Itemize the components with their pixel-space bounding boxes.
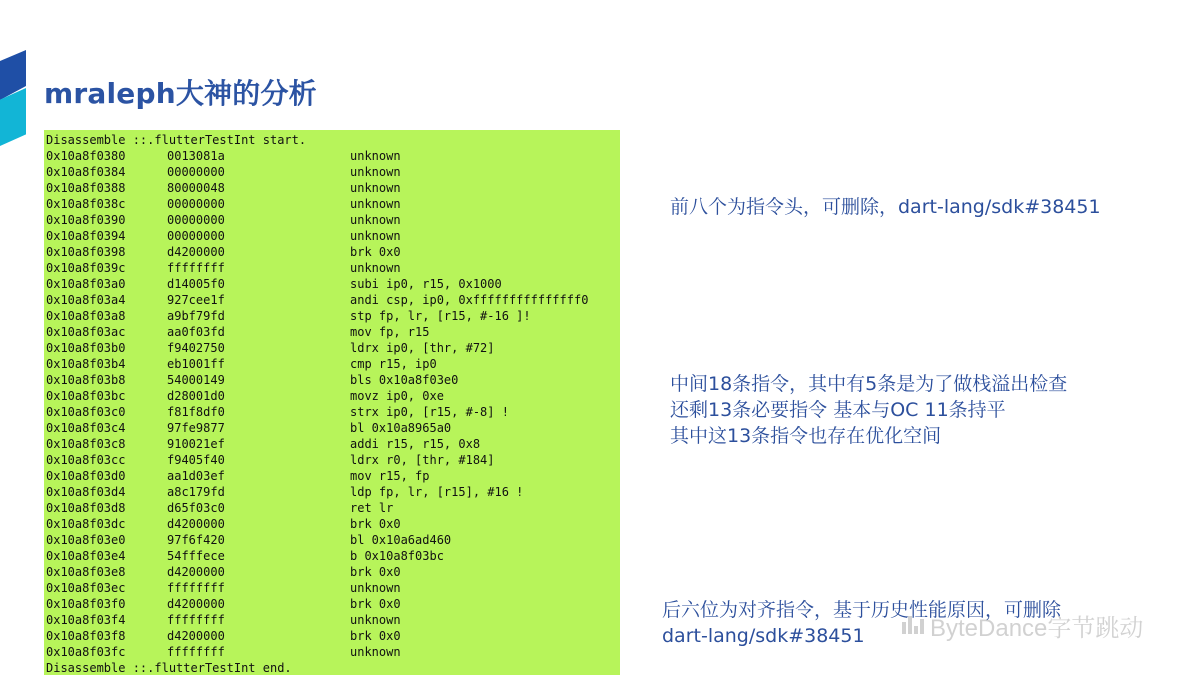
instruction-row <box>46 420 618 436</box>
instruction-hex: ffffffff <box>167 261 225 275</box>
instruction-hex: d28001d0 <box>167 389 225 403</box>
instruction-hex: ffffffff <box>167 613 225 627</box>
instruction-hex: f81f8df0 <box>167 405 225 419</box>
instruction-row <box>46 404 618 420</box>
instruction-row <box>46 356 618 372</box>
instruction-row <box>46 628 618 644</box>
instruction-row <box>46 612 618 628</box>
instruction-mnemonic: ldrx ip0, [thr, #72] <box>350 341 495 355</box>
instruction-row <box>46 372 618 388</box>
instruction-row <box>46 580 618 596</box>
instruction-hex: aa0f03fd <box>167 325 225 339</box>
instruction-row <box>46 148 618 164</box>
instruction-mnemonic: movz ip0, 0xe <box>350 389 444 403</box>
instruction-mnemonic: brk 0x0 <box>350 629 401 643</box>
instruction-address: 0x10a8f0398 <box>46 245 126 259</box>
instruction-hex: d65f03c0 <box>167 501 225 515</box>
instruction-address: 0x10a8f03c0 <box>46 405 126 419</box>
instruction-mnemonic: subi ip0, r15, 0x1000 <box>350 277 502 291</box>
instruction-mnemonic: brk 0x0 <box>350 597 401 611</box>
bytedance-logo-icon <box>902 616 924 634</box>
instruction-mnemonic: unknown <box>350 261 401 275</box>
instruction-hex: ffffffff <box>167 645 225 659</box>
instruction-hex: f9402750 <box>167 341 225 355</box>
instruction-mnemonic: bl 0x10a8965a0 <box>350 421 452 435</box>
instruction-hex: 910021ef <box>167 437 225 451</box>
instruction-mnemonic: brk 0x0 <box>350 565 401 579</box>
instruction-mnemonic: cmp r15, ip0 <box>350 357 437 371</box>
instruction-mnemonic: ldrx r0, [thr, #184] <box>350 453 495 467</box>
instruction-address: 0x10a8f03e0 <box>46 533 126 547</box>
instruction-row <box>46 180 618 196</box>
instruction-row <box>46 452 618 468</box>
instruction-mnemonic: addi r15, r15, 0x8 <box>350 437 481 451</box>
instruction-address: 0x10a8f0388 <box>46 181 126 195</box>
instruction-address: 0x10a8f0394 <box>46 229 126 243</box>
instruction-row <box>46 596 618 612</box>
instruction-hex: f9405f40 <box>167 453 225 467</box>
footer-text: Disassemble ::.flutterTestInt end. <box>46 661 292 675</box>
bytedance-watermark <box>902 610 1143 640</box>
note-line: 前八个为指令头，可删除，dart-lang/sdk#38451 <box>670 196 1101 218</box>
instruction-row <box>46 468 618 484</box>
instruction-row <box>46 548 618 564</box>
instruction-address: 0x10a8f03d8 <box>46 501 126 515</box>
instruction-address: 0x10a8f03bc <box>46 389 126 403</box>
note-line: 中间18条指令，其中有5条是为了做栈溢出检查 <box>670 373 1068 395</box>
slide-title: mraleph大神的分析 <box>44 77 317 110</box>
instruction-mnemonic: bl 0x10a6ad460 <box>350 533 452 547</box>
instruction-hex: d4200000 <box>167 629 225 643</box>
note-line: 还剩13条必要指令 基本与OC 11条持平 <box>670 399 1006 421</box>
instruction-hex: d4200000 <box>167 565 225 579</box>
instruction-mnemonic: unknown <box>350 645 401 659</box>
instruction-mnemonic: strx ip0, [r15, #-8] ! <box>350 405 509 419</box>
instruction-hex: ffffffff <box>167 581 225 595</box>
instruction-hex: 97fe9877 <box>167 421 225 435</box>
decorative-band <box>0 50 26 150</box>
instruction-address: 0x10a8f03f8 <box>46 629 126 643</box>
disassembly-footer <box>46 660 618 675</box>
instruction-row <box>46 388 618 404</box>
note-line: dart-lang/sdk#38451 <box>662 625 865 647</box>
instruction-hex: 00000000 <box>167 165 225 179</box>
instruction-row <box>46 308 618 324</box>
instruction-mnemonic: andi csp, ip0, 0xfffffffffffffff0 <box>350 293 589 307</box>
instruction-address: 0x10a8f0380 <box>46 149 126 163</box>
instruction-address: 0x10a8f03d4 <box>46 485 126 499</box>
instruction-mnemonic: ret lr <box>350 501 394 515</box>
instruction-hex: 54fffece <box>167 549 225 563</box>
instruction-hex: 00000000 <box>167 197 225 211</box>
watermark-text: ByteDance字节跳动 <box>930 614 1144 642</box>
instruction-mnemonic: b 0x10a8f03bc <box>350 549 444 563</box>
instruction-row <box>46 292 618 308</box>
instruction-address: 0x10a8f03b8 <box>46 373 126 387</box>
instruction-address: 0x10a8f03e8 <box>46 565 126 579</box>
instruction-address: 0x10a8f03fc <box>46 645 126 659</box>
instruction-address: 0x10a8f03cc <box>46 453 126 467</box>
instruction-row <box>46 228 618 244</box>
instruction-address: 0x10a8f03a8 <box>46 309 126 323</box>
instruction-address: 0x10a8f03ec <box>46 581 126 595</box>
instruction-address: 0x10a8f0390 <box>46 213 126 227</box>
instruction-hex: 00000000 <box>167 213 225 227</box>
instruction-address: 0x10a8f03b0 <box>46 341 126 355</box>
instruction-hex: a9bf79fd <box>167 309 225 323</box>
note-line: 后六位为对齐指令，基于历史性能原因，可删除 <box>662 599 1062 621</box>
instruction-mnemonic: mov fp, r15 <box>350 325 430 339</box>
instruction-hex: eb1001ff <box>167 357 225 371</box>
instruction-mnemonic: bls 0x10a8f03e0 <box>350 373 459 387</box>
disassembly-header <box>46 132 618 148</box>
instruction-hex: d4200000 <box>167 245 225 259</box>
note-line: 其中这13条指令也存在优化空间 <box>670 425 942 447</box>
instruction-hex: 80000048 <box>167 181 225 195</box>
instruction-hex: d4200000 <box>167 517 225 531</box>
instruction-address: 0x10a8f03dc <box>46 517 126 531</box>
instruction-address: 0x10a8f03f4 <box>46 613 126 627</box>
instruction-hex: 97f6f420 <box>167 533 225 547</box>
instruction-address: 0x10a8f03a0 <box>46 277 126 291</box>
instruction-address: 0x10a8f0384 <box>46 165 126 179</box>
instruction-mnemonic: unknown <box>350 613 401 627</box>
instruction-row <box>46 212 618 228</box>
instruction-mnemonic: unknown <box>350 181 401 195</box>
instruction-mnemonic: ldp fp, lr, [r15], #16 ! <box>350 485 524 499</box>
instruction-address: 0x10a8f03f0 <box>46 597 126 611</box>
instruction-row <box>46 532 618 548</box>
instruction-mnemonic: brk 0x0 <box>350 245 401 259</box>
instruction-row <box>46 260 618 276</box>
instruction-mnemonic: unknown <box>350 149 401 163</box>
instruction-hex: 54000149 <box>167 373 225 387</box>
instruction-address: 0x10a8f039c <box>46 261 126 275</box>
instruction-row <box>46 196 618 212</box>
instruction-address: 0x10a8f03c8 <box>46 437 126 451</box>
instruction-row <box>46 164 618 180</box>
instruction-row <box>46 516 618 532</box>
instruction-hex: d14005f0 <box>167 277 225 291</box>
note-header-instructions <box>670 194 1101 220</box>
instruction-mnemonic: stp fp, lr, [r15, #-16 ]! <box>350 309 531 323</box>
instruction-row <box>46 564 618 580</box>
header-text: Disassemble ::.flutterTestInt start. <box>46 133 307 147</box>
instruction-row <box>46 324 618 340</box>
disassembly-panel <box>44 130 620 675</box>
instruction-address: 0x10a8f03a4 <box>46 293 126 307</box>
instruction-mnemonic: unknown <box>350 581 401 595</box>
instruction-address: 0x10a8f03ac <box>46 325 126 339</box>
instruction-mnemonic: unknown <box>350 165 401 179</box>
instruction-mnemonic: unknown <box>350 213 401 227</box>
instruction-mnemonic: unknown <box>350 197 401 211</box>
note-middle-instructions <box>670 371 1067 449</box>
instruction-mnemonic: unknown <box>350 229 401 243</box>
instruction-hex: a8c179fd <box>167 485 225 499</box>
instruction-mnemonic: brk 0x0 <box>350 517 401 531</box>
instruction-row <box>46 484 618 500</box>
instruction-mnemonic: mov r15, fp <box>350 469 430 483</box>
instruction-row <box>46 244 618 260</box>
instruction-hex: 927cee1f <box>167 293 225 307</box>
instruction-hex: 0013081a <box>167 149 225 163</box>
instruction-address: 0x10a8f03d0 <box>46 469 126 483</box>
instruction-hex: d4200000 <box>167 597 225 611</box>
instruction-row <box>46 644 618 660</box>
instruction-row <box>46 500 618 516</box>
instruction-row <box>46 436 618 452</box>
instruction-address: 0x10a8f03b4 <box>46 357 126 371</box>
instruction-hex: 00000000 <box>167 229 225 243</box>
instruction-address: 0x10a8f038c <box>46 197 126 211</box>
instruction-row <box>46 276 618 292</box>
instruction-row <box>46 340 618 356</box>
instruction-address: 0x10a8f03e4 <box>46 549 126 563</box>
instruction-hex: aa1d03ef <box>167 469 225 483</box>
instruction-address: 0x10a8f03c4 <box>46 421 126 435</box>
